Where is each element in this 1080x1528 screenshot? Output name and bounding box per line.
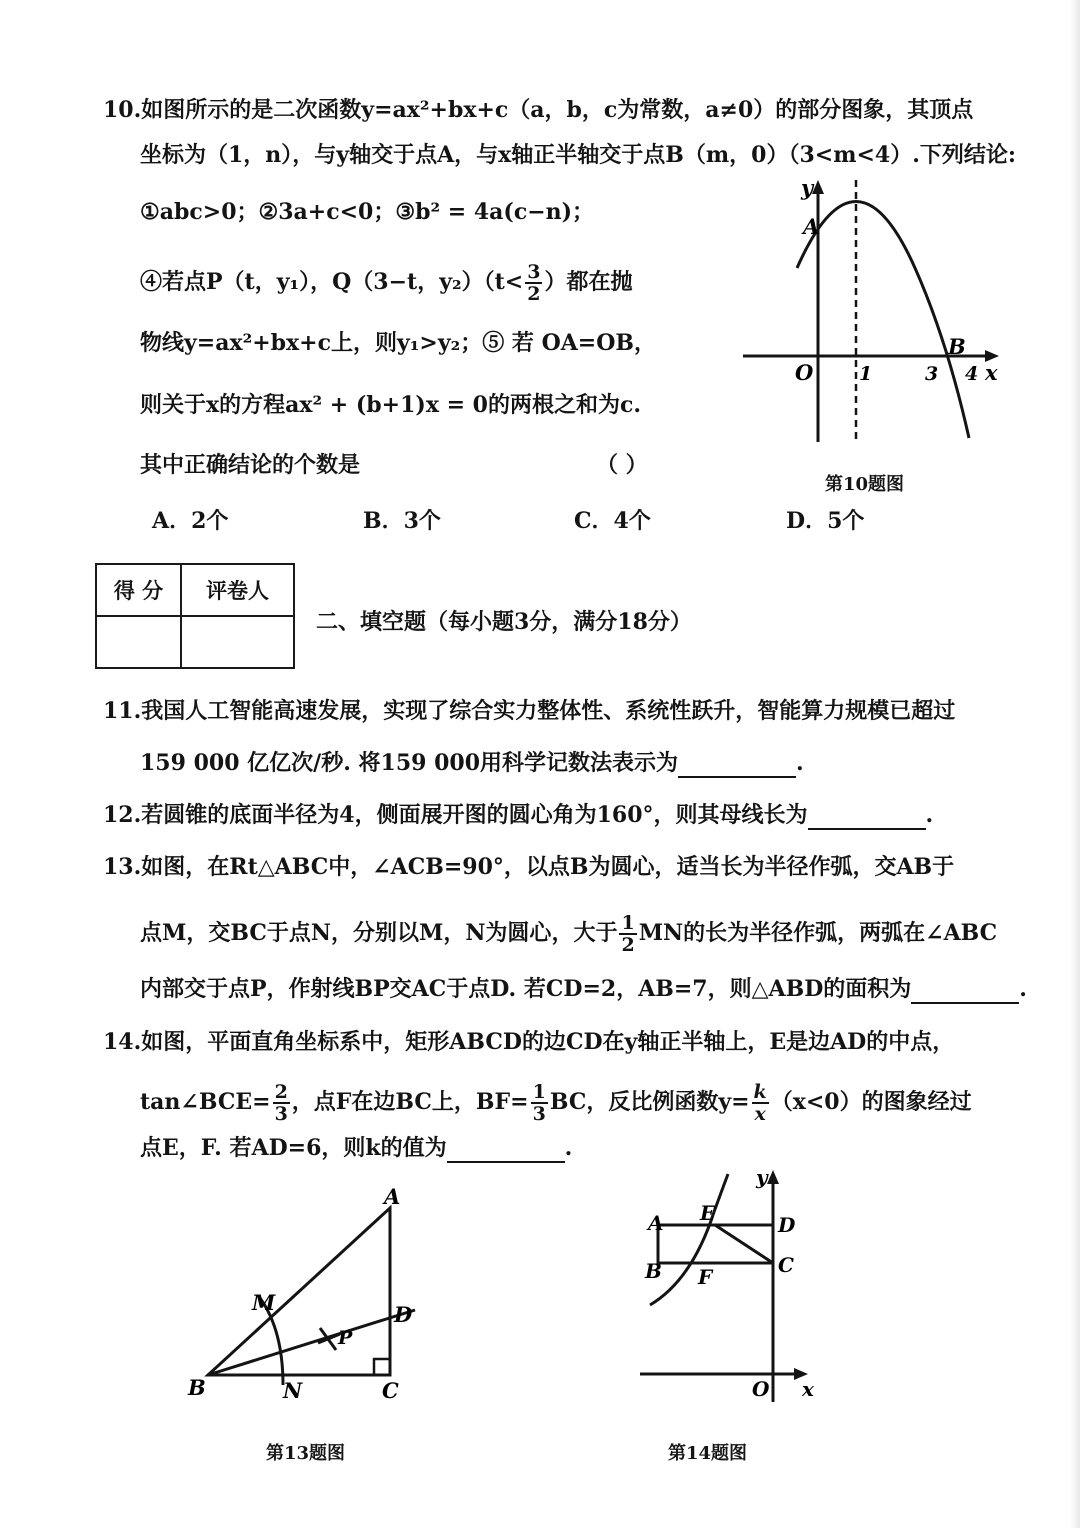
answer-blank-13[interactable] (911, 980, 1019, 1004)
x-axis-label: x (802, 1377, 814, 1401)
figure-13-caption: 第13题图 (266, 1443, 346, 1464)
q14-number: 14. (103, 1029, 142, 1055)
tick-label-4: 4 (965, 363, 979, 385)
parabola-graph (735, 170, 1015, 460)
q13-line2: 点M，交BC于点N，分别以M，N为圆心，大于 $\frac{1}{2}$ MN的长为半径作弧，两弧在∠ABC (140, 912, 998, 956)
section-2-title: 二、填空题（每小题3分，满分18分） (316, 609, 692, 635)
q11-line2: 159 000 亿亿次/秒. 将159 000用科学记数法表示为 . (140, 750, 804, 776)
score-header: 得 分 (96, 564, 181, 616)
q10-line6: 则关于x的方程ax² + (b+1)x = 0的两根之和为c. (140, 392, 642, 418)
y-axis-arrow (812, 180, 824, 194)
option-a[interactable]: A．2个 (152, 508, 229, 534)
q14-line2: tan∠BCE= $\frac{2}{3}$ ，点F在边BC上，BF= $\frac{1}{3}$ BC，反比例函数y= $\frac{k}{x}$ （x<0）的图象经过 (140, 1081, 972, 1125)
option-d[interactable]: D．5个 (786, 508, 865, 534)
q10-line7: 其中正确结论的个数是 (140, 452, 361, 478)
fraction: $\frac{k}{x}$ (753, 1081, 767, 1125)
q10-number: 10. (103, 97, 142, 123)
q10-conclusions-1-3: ①abc>0；②3a+c<0；③b² = 4a(c−n)； (140, 199, 595, 225)
y-axis-label: y (801, 175, 814, 200)
x-axis-label: x (985, 360, 998, 385)
origin-label: O (795, 360, 814, 385)
q13-line1: 13.如图，在Rt△ABC中，∠ACB=90°，以点B为圆心，适当长为半径作弧，交AB于 (103, 854, 955, 880)
q11-line1: 11.我国人工智能高速发展，实现了综合实力整体性、系统性跃升，智能算力规模已超过 (103, 698, 956, 724)
vertex-b-label: B (645, 1259, 662, 1283)
fraction: $\frac{2}{3}$ (274, 1081, 288, 1125)
answer-blank-11[interactable] (678, 754, 796, 778)
vertex-c-label: C (382, 1378, 399, 1403)
rectangle-abcd (658, 1225, 773, 1263)
q14-line1: 14.如图，平面直角坐标系中，矩形ABCD的边CD在y轴正半轴上，E是边AD的中点， (103, 1029, 955, 1055)
parabola-curve (797, 202, 969, 439)
q10-line2: 坐标为（1，n），与y轴交于点A，与x轴正半轴交于点B（m，0）（3<m<4）.下列结论: (140, 142, 1016, 168)
fraction: $\frac{1}{3}$ (532, 1081, 546, 1125)
hyperbola-curve (650, 1174, 728, 1305)
answer-blank-14[interactable] (447, 1139, 565, 1163)
answer-bracket: （ ） (596, 452, 648, 478)
ray-bp (208, 1310, 415, 1375)
figure-10-caption: 第10题图 (825, 474, 905, 495)
segment-ec (715, 1225, 773, 1263)
q12-line1: 12.若圆锥的底面半径为4，侧面展开图的圆心角为160°，则其母线长为 . (103, 802, 934, 828)
tick-label-3: 3 (925, 363, 939, 385)
q11-number: 11. (103, 698, 142, 724)
point-n-label: N (283, 1378, 303, 1403)
fraction: $\frac{1}{2}$ (621, 912, 635, 956)
grader-header: 评卷人 (181, 564, 294, 616)
triangle-abc (208, 1208, 390, 1375)
option-b[interactable]: B．3个 (363, 508, 441, 534)
origin-label: O (752, 1377, 770, 1401)
q13-line3: 内部交于点P，作射线BP交AC于点D. 若CD=2，AB=7，则△ABD的面积为 . (140, 976, 1027, 1002)
point-a-label: A (803, 214, 820, 239)
point-e-label: E (700, 1201, 716, 1225)
y-axis-label: y (756, 1165, 768, 1189)
point-b-label: B (948, 334, 966, 359)
q14-line3: 点E，F. 若AD=6，则k的值为 . (140, 1135, 573, 1161)
q13-number: 13. (103, 854, 142, 880)
score-cell[interactable] (96, 616, 181, 668)
vertex-d-label: D (778, 1213, 796, 1237)
point-p-label: P (338, 1327, 353, 1349)
tick-label-1: 1 (859, 363, 873, 385)
triangle-figure (180, 1180, 440, 1420)
page-edge-shadow (1070, 0, 1080, 1528)
figure-14-caption: 第14题图 (668, 1443, 748, 1464)
vertex-b-label: B (188, 1375, 206, 1400)
rectangle-hyperbola-figure (630, 1160, 830, 1410)
point-d-label: D (394, 1302, 413, 1327)
score-table (95, 563, 295, 669)
q10-line5: 物线y=ax²+bx+c上，则y₁>y₂；⑤ 若 OA=OB， (140, 330, 657, 356)
vertex-c-label: C (778, 1253, 794, 1277)
q10-conclusion-4: ④若点P（t，y₁），Q（3−t，y₂）（t< $\frac{3}{2}$ ）都在抛 (140, 261, 633, 305)
q10-line1: 10.如图所示的是二次函数y=ax²+bx+c（a，b，c为常数，a≠0）的部分图象，其顶点 (103, 97, 974, 123)
point-m-label: M (252, 1290, 276, 1315)
vertex-a-label: A (384, 1184, 401, 1209)
point-f-label: F (698, 1265, 713, 1289)
fraction: $\frac{3}{2}$ (527, 261, 541, 305)
q12-number: 12. (103, 802, 142, 828)
y-axis-arrow (767, 1170, 779, 1184)
grader-cell[interactable] (181, 616, 294, 668)
vertex-a-label: A (648, 1211, 664, 1235)
answer-blank-12[interactable] (808, 806, 926, 830)
option-c[interactable]: C．4个 (574, 508, 651, 534)
right-angle-mark (374, 1359, 390, 1375)
